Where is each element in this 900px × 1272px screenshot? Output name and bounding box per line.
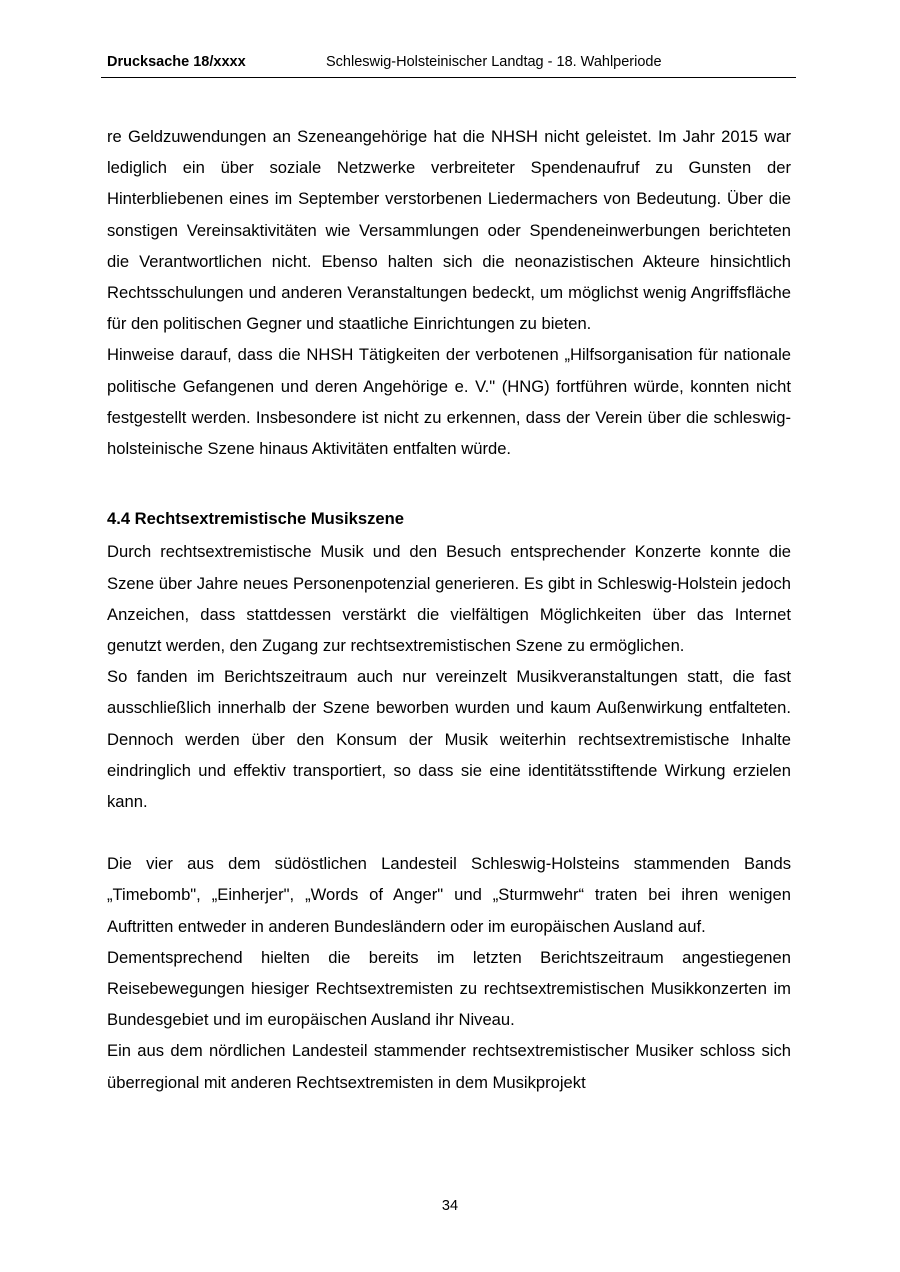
paragraph-6: Dementsprechend hielten die bereits im letzten Berichtszeitraum angestiegenen Reisebewegungen hiesiger Rechtsextremisten zu rechtsextremistischen Musikkonzerten im Bundesgebiet und im europäischen Ausland ihr Niveau.: [107, 947, 791, 1030]
document-number: Drucksache 18/xxxx: [107, 54, 246, 70]
paragraph-1: re Geldzuwendungen an Szeneangehörige hat die NHSH nicht geleistet. Im Jahr 2015 war lediglich ein über soziale Netzwerke verbreiteter Spendenaufruf zu Gunsten der Hinterbliebenen eines im September verstorbenen Liedermachers von Bedeutung. Über die sonstigen Vereinsaktivitäten wie Versammlungen oder Spendeneinwerbungen berichteten die Verantwortlichen nicht. Ebenso halten sich die neonazistischen Akteure hinsichtlich Rechtsschulungen und anderen Veranstaltungen bedeckt, um möglichst wenig Angriffsfläche für den politischen Gegner und staatliche Einrichtungen zu bieten.: [107, 127, 791, 334]
parliament-title: Schleswig-Holsteinischer Landtag - 18. Wahlperiode: [326, 54, 662, 70]
section-heading: 4.4 Rechtsextremistische Musikszene: [107, 509, 404, 529]
page-header: [101, 50, 796, 78]
page-number: 34: [441, 1198, 459, 1214]
document-body: [107, 121, 791, 1098]
paragraph-7: Ein aus dem nördlichen Landesteil stammender rechtsextremistischer Musiker schloss sich überregional mit anderen Rechtsextremisten in dem Musikprojekt: [107, 1041, 791, 1092]
paragraph-4: So fanden im Berichtszeitraum auch nur vereinzelt Musikveranstaltungen statt, die fast ausschließlich innerhalb der Szene beworben wurden und kaum Außenwirkung entfalteten. Dennoch werden über den Konsum der Musik weiterhin rechtsextremistische Inhalte eindringlich und effektiv transportiert, so dass sie eine identitätsstiftende Wirkung erzielen kann.: [107, 667, 791, 812]
paragraph-5: Die vier aus dem südöstlichen Landesteil Schleswig-Holsteins stammenden Bands „Timebomb", „Einherjer", „Words of Anger" und „Sturmwehr“ traten bei ihren wenigen Auftritten entweder in anderen Bundesländern oder im europäischen Ausland auf.: [107, 854, 791, 936]
paragraph-2: Hinweise darauf, dass die NHSH Tätigkeiten der verbotenen „Hilfsorganisation für nationale politische Gefangenen und deren Angehörige e. V." (HNG) fortführen würde, konnten nicht festgestellt werden. Insbesondere ist nicht zu erkennen, dass der Verein über die schleswig-holsteinische Szene hinaus Aktivitäten entfalten würde.: [107, 345, 791, 459]
paragraph-3: Durch rechtsextremistische Musik und den Besuch entsprechender Konzerte konnte die Szene über Jahre neues Personenpotenzial generieren. Es gibt in Schleswig-Holstein jedoch Anzeichen, dass stattdessen verstärkt die vielfältigen Möglichkeiten über das Internet genutzt werden, den Zugang zur rechtsextremistischen Szene zu ermöglichen.: [107, 542, 791, 656]
